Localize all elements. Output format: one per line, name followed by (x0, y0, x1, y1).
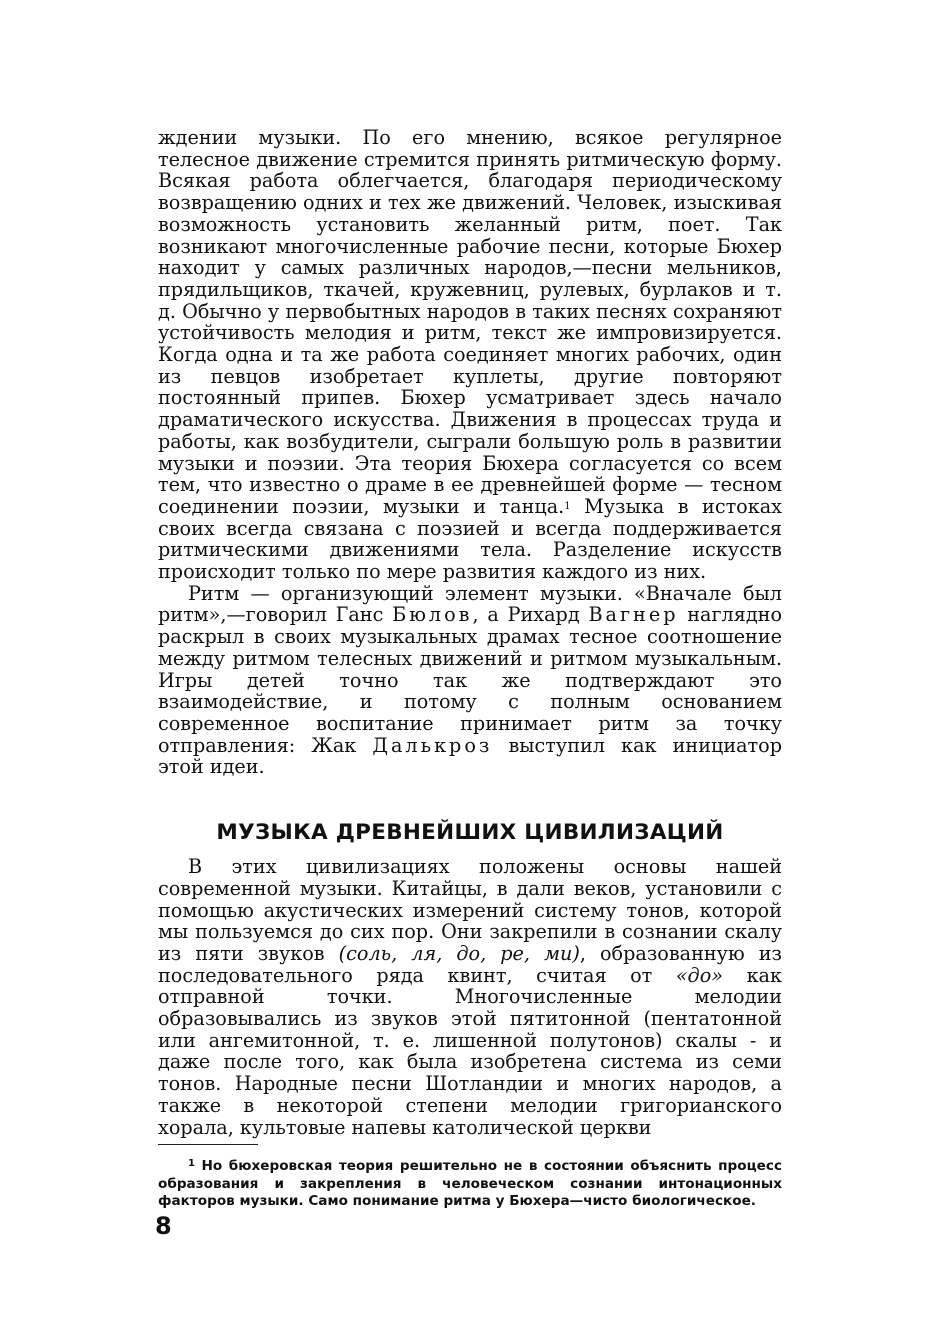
paragraph-text: ждении музыки. По его мнению, всякое регулярное телесное движение стремится принять ритмическую форму. Всякая работа облегчается, благодаря периодическому возвращению одних и тех же движений. Человек, изыскивая возможность установить желанный ритм, поет. Так возникают многочисленные рабочие песни, которые Бюхер находит у самых различных народов,—песни мельников, прядильщиков, ткачей, кружевниц, рулевых, бурлаков и т. д. Обычно у первобытных народов в таких песнях сохраняют устойчивость мелодия и ритм, текст же импровизируется. Когда одна и та же работа соединяет многих рабочих, один из певцов изобретает куплеты, другие повторяют постоянный припев. Бюхер усматривает здесь начало драматического искусства. Движения в процессах труда и работы, как возбудители, сыграли большую роль в развитии музыки и поэзии. Эта теория Бюхера согласуется со всем тем, что известно о драме в ее древнейшей форме — тесном соединении поэзии, музыки и танца. (158, 126, 782, 518)
section-heading: МУЗЫКА ДРЕВНЕЙШИХ ЦИВИЛИЗАЦИЙ (216, 820, 724, 846)
text-run: В этих цивилизациях положены основы нашей современной музыки. Китайцы, в дали веков, установили с помощью акустических измерений систему тонов, которой мы пользуемся до сих пор. Они закрепили в сознании скалу из пяти звуков (158, 855, 782, 965)
text-run: выступил как инициатор этой идеи. (158, 733, 782, 779)
text-run: как отправной точки. Многочисленные мелодии образовывались из звуков этой пятитонной (пентатонной или ангемитонной, т. е. лишенной полутонов) скалы - и даже после того, как была изобретена система из семи тонов. Народные песни Шотландии и многих народов, а также в некоторой степени мелодии григорианского хорала, культовые напевы католической церкви (158, 963, 782, 1139)
note-do: «до» (675, 963, 724, 987)
name-dalcroze: Далькроз (372, 733, 493, 757)
footnote (158, 1155, 782, 1211)
footnote-reference: 1 (564, 500, 571, 512)
page-body (158, 127, 782, 1211)
text-run: , а Рихард (472, 603, 589, 627)
footnote-mark: 1 (188, 1158, 195, 1170)
text-run: , образованную из последовательного ряда квинт, считая от (158, 941, 782, 987)
paragraph-text: Музыка в истоках своих всегда связана с поэзией и всегда поддерживается ритмическими движениями тела. Разделение искусств происходит только по мере развития каждого из них. (158, 494, 782, 584)
name-wagner: Вагнер (588, 603, 679, 627)
text-run: наглядно раскрыл в своих музыкальных драмах тесное соотношение между ритмом телесных движений и ритмом музыкальным. Игры детей точно так же подтверждают это взаимодействие, и потому с полным основанием современное воспитание принимает ритм за точку отправления: Жак (158, 603, 783, 757)
paragraph-rhythm (158, 583, 782, 778)
note-names: (соль, ля, до, ре, ми) (338, 941, 580, 965)
name-bulow: Бюлов (392, 603, 473, 627)
text-run: Ритм — организующий элемент музыки. «Вначале был ритм»,—говорил Ганс (158, 581, 782, 627)
footnote-text: Но бюхеровская теория решительно не в состоянии объяснить процесс образования и закрепления в человеческом сознании интонационных факторов музыки. Само понимание ритма у Бюхера—чисто биологическое. (158, 1158, 782, 1210)
footnote-divider (158, 1144, 258, 1145)
paragraph-civilizations (158, 856, 782, 1138)
paragraph-buecher (158, 127, 782, 583)
page-number: 8 (155, 1212, 172, 1240)
